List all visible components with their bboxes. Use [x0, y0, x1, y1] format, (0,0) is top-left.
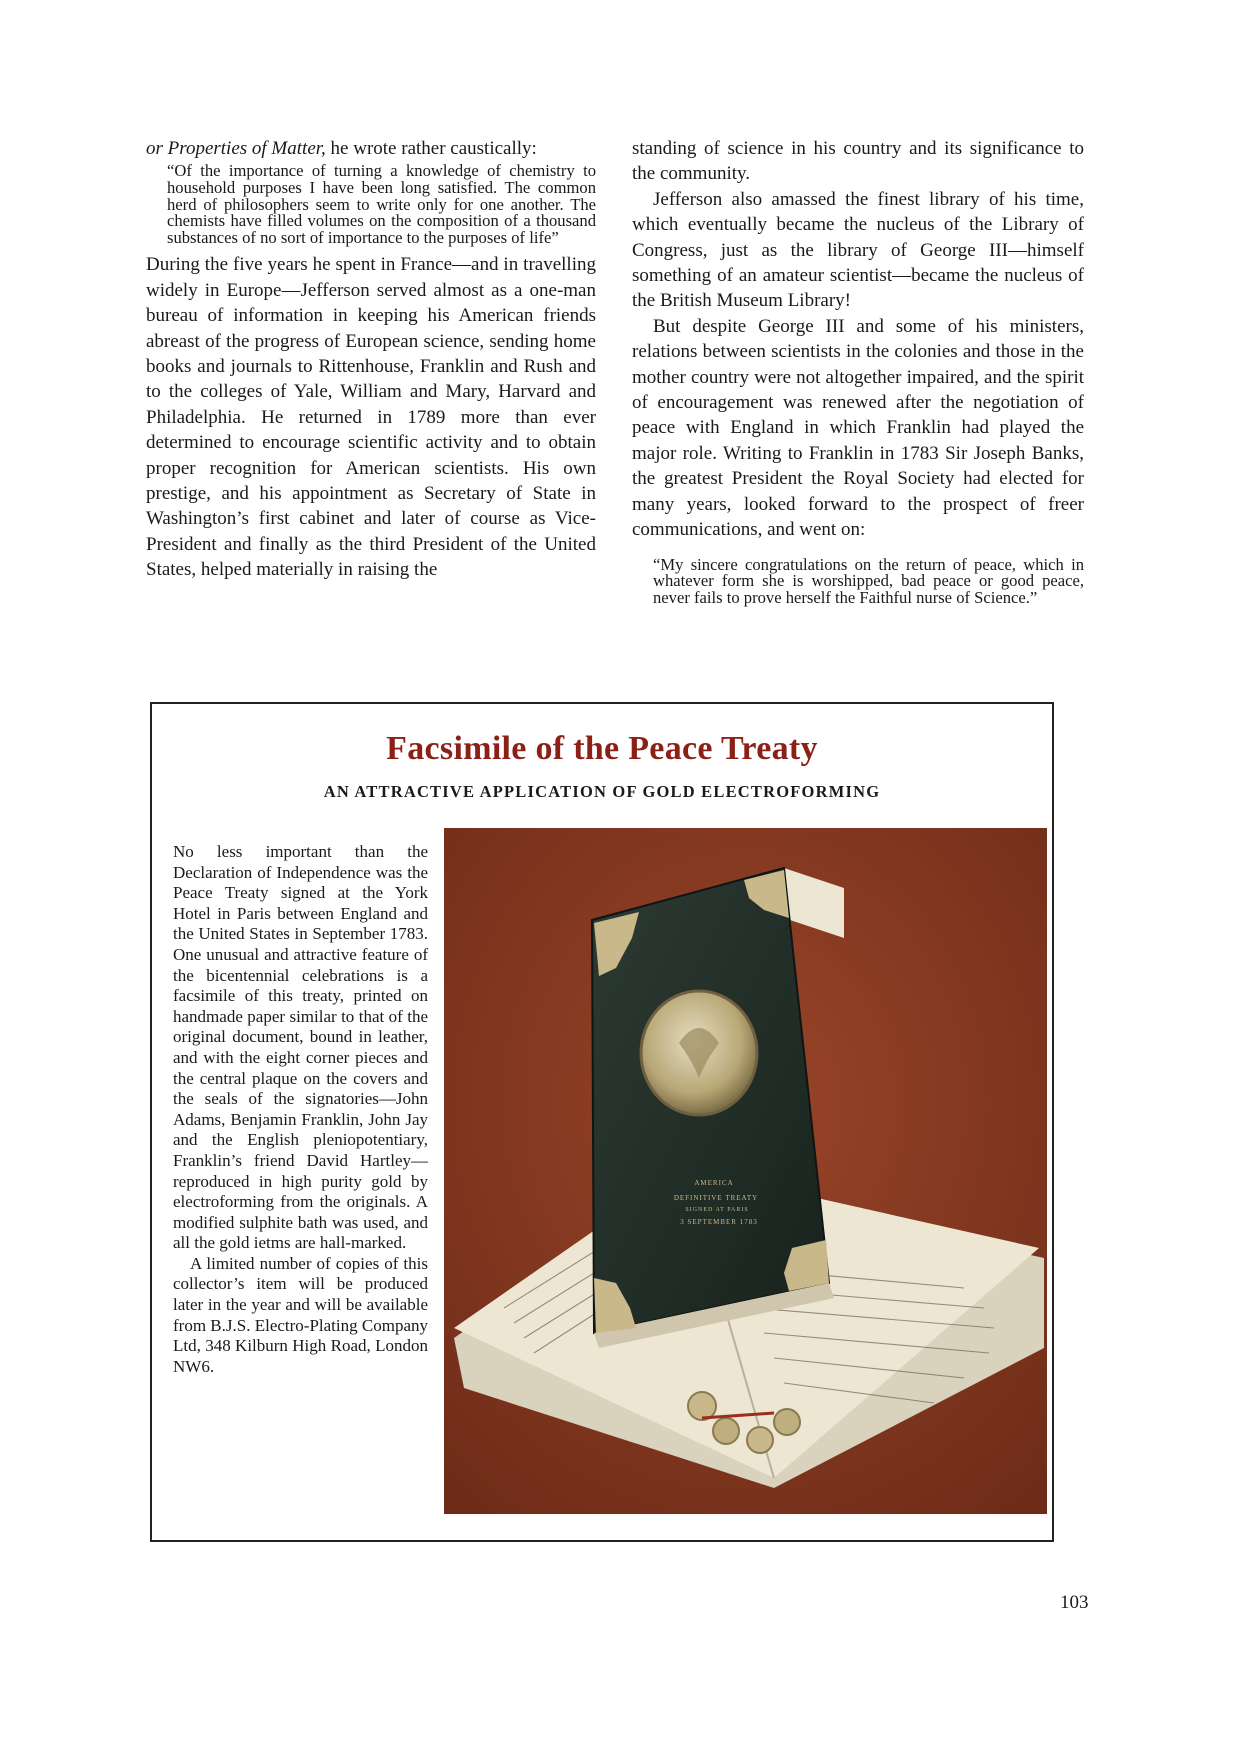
cover-line-4: 3 SEPTEMBER 1783	[680, 1218, 758, 1226]
box-title: Facsimile of the Peace Treaty	[386, 730, 818, 767]
cover-line-3: SIGNED AT PARIS	[685, 1207, 749, 1213]
cover-line-1: AMERICA	[694, 1179, 734, 1187]
jefferson-quote: “Of the importance of turning a knowledge of chemistry to household purposes I have been long satisfied. The common herd of philosophers seem to write only for one another. The chemists have filled volumes on the composition of a thousand substances of no sort of importance to the purposes of life”	[167, 161, 596, 247]
right-column	[632, 136, 1084, 606]
lead-rest: he wrote rather caustically:	[325, 138, 537, 159]
body-paragraph-2: Jefferson also amassed the finest library of his time, which eventually became the nucleus of the Library of Congress, just as the library of George III—himself something of an amateur scientist—became the nucleus of the British Museum Library!	[632, 188, 1084, 312]
treaty-facsimile-photo	[444, 828, 1047, 1514]
body-paragraph: During the five years he spent in France—and in travelling widely in Europe—Jefferson served almost as a one-man bureau of information in keeping his American friends abreast of the progress of European science, sending home books and journals to Rittenhouse, Franklin and Rush and to the colleges of Yale, William and Mary, Harvard and Philadelphia. He returned in 1789 more than ever determined to encourage scientific activity and to obtain proper recognition for American scientists. His own prestige, and his appointment as Secretary of State in Washington’s first cabinet and later of course as Vice-President and finally as the third President of the United States, helped materially in raising the	[146, 254, 596, 581]
lead-line	[146, 136, 596, 161]
body-paragraph-3: But despite George III and some of his ministers, relations between scientists in the colonies and those in the mother country were not altogether impaired, and the spirit of encouragement was renewed after the negotiation of peace with England in which Franklin had played the major role. Writing to Franklin in 1783 Sir Joseph Banks, the greatest President the Royal Society had elected for many years, looked forward to the prospect of freer communications, and went on:	[632, 315, 1084, 541]
box-paragraph-2: A limited number of copies of this collector’s item will be produced later in the year and will be available from B.J.S. Electro-Plating Company Ltd, 348 Kilburn High Road, London NW6.	[173, 1253, 428, 1376]
seal-4	[774, 1409, 800, 1435]
box-text	[173, 842, 428, 1377]
seal-3	[747, 1427, 773, 1453]
seal-1	[688, 1392, 716, 1420]
seal-2	[713, 1418, 739, 1444]
body-paragraph-1: standing of science in his country and its significance to the community.	[632, 138, 1084, 185]
feature-box	[150, 702, 1054, 1542]
cover-line-2: DEFINITIVE TREATY	[673, 1194, 759, 1202]
lead-italic: or Properties of Matter,	[146, 138, 326, 159]
page-number: 103	[1060, 1592, 1089, 1613]
box-paragraph-1: No less important than the Declaration of Independence was the Peace Treaty signed at the York Hotel in Paris between England and the United States in September 1783. One unusual and attractive feature of the bicentennial celebrations is a facsimile of this treaty, printed on handmade paper similar to that of the original document, bound in leather, and with the eight corner pieces and the central plaque on the covers and the seals of the signatories—John Adams, Benjamin Franklin, John Jay and the English pleniopotentiary, Franklin’s friend David Hartley—reproduced in high purity gold by electroforming from the originals. A modified sulphite bath was used, and all the gold ietms are hall-marked.	[173, 842, 428, 1253]
banks-quote: “My sincere congratulations on the return of peace, which in whatever form she is worshipped, bad peace or good peace, never fails to prove herself the Faithful nurse of Science.”	[653, 554, 1084, 607]
box-subtitle: AN ATTRACTIVE APPLICATION OF GOLD ELECTROFORMING	[323, 782, 881, 801]
left-column	[146, 136, 596, 583]
